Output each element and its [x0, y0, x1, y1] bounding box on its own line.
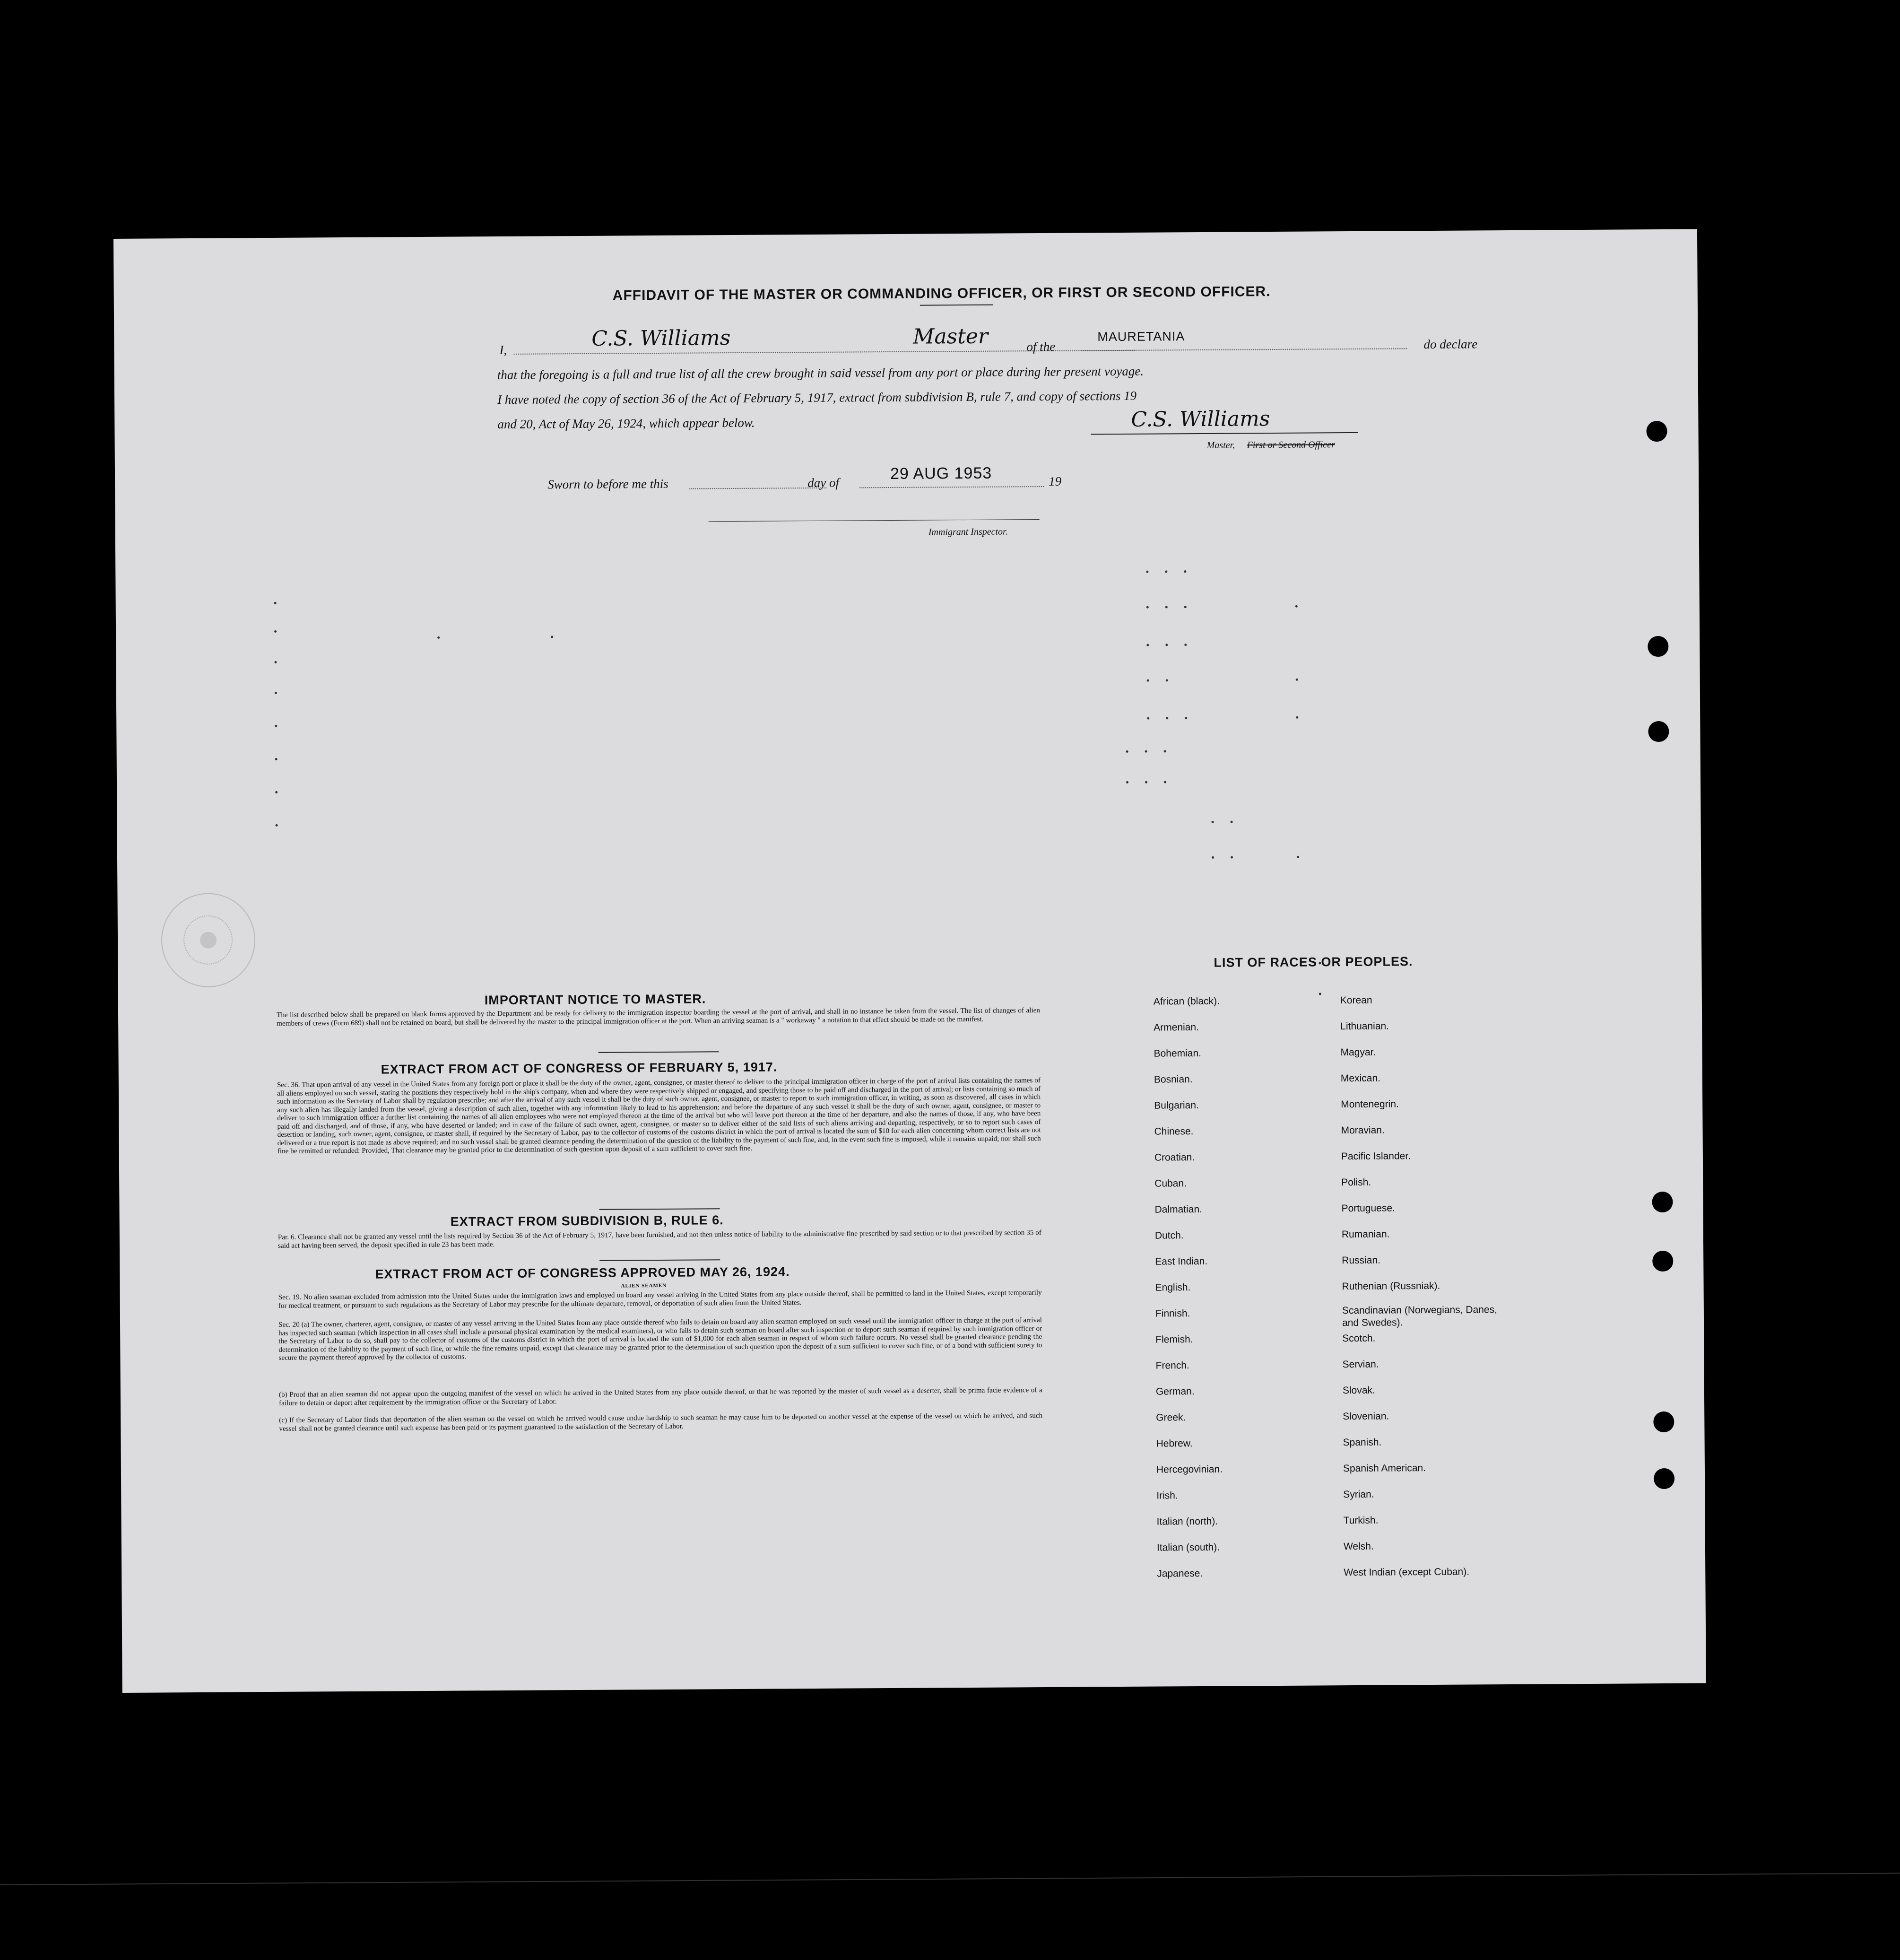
race-item: Slovenian. [1343, 1411, 1389, 1422]
sec19-text: Sec. 19. No alien seaman excluded from admission into the United States under the immigration laws and employed on board any vessel arriving in the United States from any place outside thereof, shall be permitted to land in the United States, except temporarily for medical treatment, or pursuant to such regulations as the Secretary of Labor may prescribe for the ultimate departure, removal, or deportation of such alien from the United States. [278, 1289, 1042, 1310]
notice-title: IMPORTANT NOTICE TO MASTER. [484, 992, 706, 1008]
race-item: Rumanian. [1341, 1228, 1390, 1240]
sec20a-text: Sec. 20 (a) The owner, charterer, agent, consignee, or master of any vessel arriving in the United States from any place outside thereof who fails to detain on board any alien seaman employed on such vessel until the immigration officer in charge at the port of arrival has inspected such seaman (which inspection in all cases shall include a personal physical examination by the medical examiners), or who fails to detain such seaman on board after such inspection or to deport such seaman if required by such immigration officer or the Secretary of Labor to do so, shall pay to the collector of customs of the customs district in which the port of arrival is located the sum of $1,000 for each alien seaman in respect of whom such failure occurs. No vessel shall be granted clearance pending the determination of the liability to the payment of such fine, or while the fine remains unpaid, except that clearance may be granted prior to the determination of such question upon the deposit of a sum sufficient to cover such fine, or of a bond with sufficient surety to secure the payment thereof approved by the collector of customs. [278, 1316, 1042, 1362]
race-item: Finnish. [1155, 1308, 1190, 1319]
race-item: Bohemian. [1154, 1047, 1202, 1059]
sec20b-text: (b) Proof that an alien seaman did not appear upon the outgoing manifest of the vessel on which he arrived in the United States from any place outside thereof, or that he was reported by the master of such vessel as a deserter, shall be prima facie evidence of a failure to detain or deport after requirement by the immigration officer or the Secretary of Labor. [278, 1386, 1042, 1407]
signature-line [1091, 432, 1358, 435]
title-underline [920, 305, 993, 306]
vessel-name: MAURETANIA [1097, 329, 1185, 344]
signature-handwritten: C.S. Williams [1131, 407, 1270, 432]
notice-body: The list described below shall be prepared on blank forms approved by the Department and be ready for delivery to the immigration inspector boarding the vessel at the port of arrival, and shall in no instance be taken from the vessel. The list of changes of alien members of crews (Form 689) shall not be retained on board, but shall be delivered by the master to the principal immigration officer at the port. When an arriving seaman is a " workaway " a notation to that effect should be made on the manifest. [276, 1006, 1041, 1028]
inspector-line [709, 519, 1040, 522]
document-page [113, 229, 1706, 1693]
race-item: Russian. [1342, 1254, 1381, 1266]
race-item: Lithuanian. [1340, 1020, 1389, 1032]
divider [599, 1208, 720, 1210]
of-the-label: of the [1026, 339, 1056, 354]
race-item: Korean [1340, 994, 1372, 1006]
extract-rule6-body: Par. 6. Clearance shall not be granted any vessel until the lists required by Section 36 of the Act of February 5, 1917, have been furnished, and not then unless notice of liability to the administrative fine prescribed by said section or to that prescribed by section 35 of said act having been served, the deposit specified in rule 23 has been made. [278, 1228, 1041, 1250]
race-item: Turkish. [1343, 1515, 1379, 1526]
struck-officer-label: First or Second Officer [1247, 439, 1335, 451]
race-item: Montenegrin. [1341, 1098, 1399, 1110]
official-seal-stamp [161, 893, 255, 987]
race-item: Irish. [1156, 1490, 1178, 1501]
race-item: Chinese. [1154, 1126, 1194, 1137]
race-item: Moravian. [1341, 1124, 1385, 1136]
race-item: English. [1155, 1282, 1191, 1293]
rank-handwritten: Master [913, 324, 989, 349]
race-item: Scandinavian (Norwegians, Danes, and Swedes). [1342, 1304, 1497, 1329]
race-item: Hercegovinian. [1156, 1463, 1223, 1475]
punch-hole [1648, 636, 1668, 657]
sworn-label: Sworn to before me this [547, 476, 668, 492]
master-label: Master, [1206, 440, 1235, 451]
punch-hole [1648, 721, 1669, 742]
race-item: Dalmatian. [1154, 1203, 1203, 1215]
declaration-line-2: I have noted the copy of section 36 of the Act of February 5, 1917, extract from subdivision B, rule 7, and copy of sections 19 [497, 388, 1137, 407]
race-item: Slovak. [1342, 1385, 1375, 1396]
race-item: Polish. [1341, 1176, 1371, 1188]
race-item: Servian. [1342, 1359, 1379, 1370]
race-item: Magyar. [1340, 1046, 1376, 1058]
day-line [689, 488, 826, 489]
race-item: Welsh. [1343, 1541, 1374, 1552]
race-item: German. [1155, 1386, 1195, 1397]
race-item: Portuguese. [1341, 1202, 1395, 1214]
race-item: Flemish. [1155, 1334, 1193, 1345]
race-item: Mexican. [1340, 1072, 1380, 1084]
divider [599, 1259, 720, 1261]
extract-1917-body: Sec. 36. That upon arrival of any vessel in the United States from any foreign port or place it shall be the duty of the owner, agent, consignee, or master thereof to deliver to the principal immigration officer in charge of the port of arrival lists containing the names of all aliens employed on such vessel, stating the positions they respectively hold in the ship's company, when and where they were respectively shipped or engaged, and specifying those to be paid off and discharged in the port of arrival; or lists containing so much of such information as the Secretary of Labor shall by regulation prescribe; and after the arrival of any such vessel it shall be the duty of such owner, agent, consignee, or master to report to such immigration officer, in writing, as soon as discovered, all cases in which any such alien has illegally landed from the vessel, giving a description of such alien, together with any information likely to lead to his apprehension; and before the departure of any such vessel it shall be the duty of such owner, agent, consignee, or master to deliver to such immigration officer a further list containing the names of all alien employees who were not employed thereon at the time of the arrival but who will leave port thereon at the time of her departure, and also the names of those, if any, who have been paid off and discharged, and of those, if any, who have deserted or landed; and in case of the failure of such owner, agent, consignee, or master so to deliver either of the said lists of such aliens arriving and departing, respectively, or so to report such cases of desertion or landing, such owner, agent, consignee, or master shall, if required by the Secretary of Labor, pay to the collector of customs of the customs district in which the port of arrival is located the sum of $10 for each alien concerning whom correct lists are not delivered or a true report is not made as above required; and no such vessel shall be granted clearance pending the determination of the question of the liability to the payment of such fine, and, in the event such fine is imposed, while it remains unpaid; nor shall such fine be remitted or refunded: Provided, That clearance may be granted prior to the determination of such question upon deposit of a sum sufficient to cover such fine. [277, 1076, 1041, 1155]
race-item: French. [1155, 1360, 1189, 1371]
race-item: Greek. [1156, 1412, 1186, 1423]
affidavit-title: AFFIDAVIT OF THE MASTER OR COMMANDING OFFICER, OR FIRST OR SECOND OFFICER. [612, 284, 1271, 304]
race-item: Spanish. [1343, 1437, 1382, 1448]
race-item: East Indian. [1155, 1255, 1208, 1267]
sec20c-text: (c) If the Secretary of Labor finds that deportation of the alien seaman on the vessel on which he arrived would cause undue hardship to such seaman he may cause him to be deported on another vessel at the expense of the vessel on which he arrived, and such vessel shall not be granted clearance until such expense has been paid or its payment guaranteed to the satisfaction of the Secretary of Labor. [279, 1411, 1043, 1433]
punch-hole [1654, 1468, 1674, 1489]
punch-hole [1646, 421, 1667, 442]
race-item: Hebrew. [1156, 1438, 1193, 1449]
extract-1924-title: EXTRACT FROM ACT OF CONGRESS APPROVED MAY 26, 1924. [375, 1264, 790, 1281]
do-declare-label: do declare [1423, 337, 1478, 352]
inspector-label: Immigrant Inspector. [928, 526, 1008, 538]
race-item: Cuban. [1154, 1178, 1187, 1189]
race-item: Italian (south). [1156, 1542, 1220, 1553]
punch-hole [1653, 1411, 1674, 1432]
race-item: Syrian. [1343, 1489, 1374, 1500]
divider [599, 1051, 719, 1053]
race-item: Pacific Islander. [1341, 1150, 1411, 1162]
declaration-line-3: and 20, Act of May 26, 1924, which appear below. [497, 415, 755, 432]
race-item: African (black). [1153, 995, 1220, 1007]
punch-hole [1652, 1251, 1673, 1272]
race-item: West Indian (except Cuban). [1344, 1566, 1470, 1578]
race-item: Bosnian. [1154, 1074, 1193, 1085]
scanner-edge-line [0, 1873, 1900, 1885]
day-of-label: day of [807, 475, 840, 490]
alien-seamen-subtitle: ALIEN SEAMEN [621, 1282, 667, 1289]
declaration-line-1: that the foregoing is a full and true list of all the crew brought in said vessel from any port or place during her present voyage. [497, 364, 1144, 383]
extract-1917-title: EXTRACT FROM ACT OF CONGRESS OF FEBRUARY 5, 1917. [381, 1060, 778, 1077]
race-item: Armenian. [1154, 1022, 1199, 1033]
month-line [859, 486, 1044, 488]
vessel-line [1081, 348, 1407, 351]
date-stamp: 29 AUG 1953 [890, 464, 992, 483]
race-item: Scotch. [1342, 1333, 1376, 1344]
race-item: Japanese. [1157, 1568, 1203, 1579]
punch-hole [1652, 1192, 1673, 1212]
race-item: Croatian. [1154, 1152, 1195, 1163]
race-item: Ruthenian (Russniak). [1342, 1280, 1440, 1292]
races-title: LIST OF RACES OR PEOPLES. [1214, 954, 1413, 970]
year-prefix: 19 [1049, 474, 1062, 488]
master-name-handwritten: C.S. Williams [591, 326, 731, 351]
race-item: Bulgarian. [1154, 1100, 1199, 1111]
race-item: Spanish American. [1343, 1463, 1426, 1474]
i-label: I, [499, 342, 507, 357]
extract-rule6-title: EXTRACT FROM SUBDIVISION B, RULE 6. [450, 1213, 724, 1229]
race-item: Dutch. [1154, 1230, 1184, 1241]
race-item: Italian (north). [1156, 1516, 1218, 1527]
